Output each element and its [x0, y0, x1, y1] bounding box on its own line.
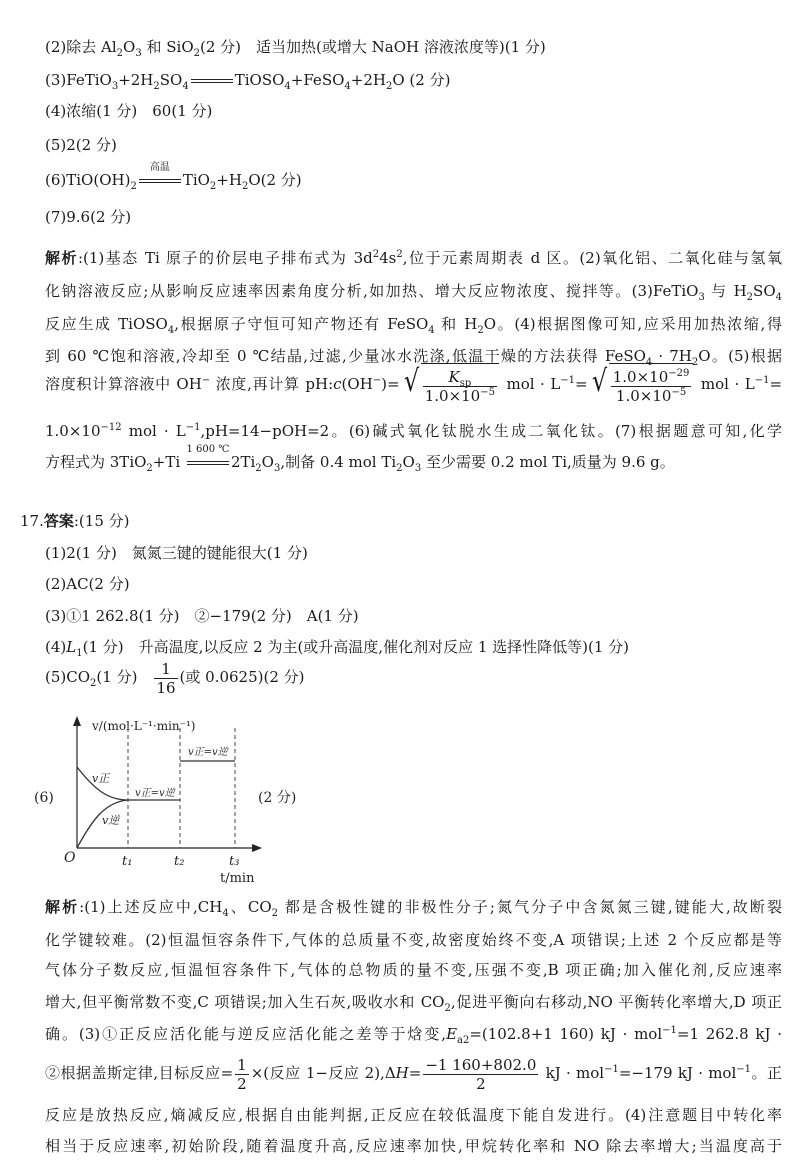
subscript: 4	[182, 81, 189, 92]
text-run: SO	[753, 282, 776, 300]
subscript: 2	[116, 48, 124, 59]
text-line	[45, 896, 782, 918]
text-run: +2H	[118, 71, 154, 89]
text-run: (4)浓缩(1 分) 60(1 分)	[45, 102, 213, 120]
text-line	[45, 1104, 782, 1126]
equal-rate-label-2: v正=v逆	[188, 747, 228, 758]
text-run: 增大,但平衡常数不变,C 项错误;加入生石灰,吸收水和 CO	[45, 993, 445, 1011]
text-run: 1.0×10	[424, 387, 481, 405]
subscript: 2	[130, 181, 137, 192]
text-run: 、CO	[228, 898, 272, 916]
text-run: =1 262.8 kJ ·	[676, 1025, 782, 1043]
reaction-equals-sign	[137, 162, 183, 188]
text-run: (5)CO	[45, 668, 91, 686]
superscript: −1	[604, 1064, 619, 1075]
text-line	[45, 605, 782, 629]
subscript: 2	[746, 292, 754, 302]
denominator	[235, 1075, 249, 1093]
text-line	[45, 162, 782, 193]
text-run: (或 0.0625)(2 分)	[179, 668, 305, 686]
text-run: 2	[237, 1074, 247, 1093]
subscript: 3	[135, 48, 142, 59]
text-run: 溶度积计算溶液中 OH	[45, 375, 202, 393]
text-run: 气体分子数反应,恒温恒容条件下,气体的总物质的量不变,压强不变,B 项正确;加入催化剂,反应速率	[45, 961, 782, 979]
text-run: TiOSO	[234, 71, 285, 89]
text-run: 反应生成 TiOSO	[45, 315, 168, 333]
text-run: 1.0×10	[45, 422, 101, 440]
superscript: −12	[100, 422, 122, 433]
fraction	[423, 1056, 538, 1093]
text-run: :(1)上述反应中,CH	[79, 898, 223, 916]
text-run: 方程式为 3TiO	[45, 453, 147, 471]
text-line	[45, 1023, 782, 1045]
subscript: 2	[396, 463, 403, 474]
text-run: :(15 分)	[73, 512, 130, 530]
text-run: 至少需要 0.2 mol Ti,质量为 9.6 g。	[421, 453, 675, 471]
bold-label: 解析	[45, 898, 80, 916]
text-run: 与 H	[704, 282, 747, 300]
subscript: 3	[111, 81, 119, 92]
text-line	[45, 206, 782, 230]
text-run: (4)	[45, 638, 67, 656]
text-run: 化学键较难。(2)恒温恒容条件下,气体的总质量不变,故密度始终不变,A 项错误;上述 2 个反应都是等	[45, 931, 782, 949]
text-run: 都是含极性键的非极性分子;氮气分子中含氮氮三键,键能大,故断裂	[278, 898, 782, 916]
text-run: O。(5)根据	[698, 347, 782, 365]
text-run: O	[261, 453, 274, 471]
text-run: 2Ti	[230, 453, 256, 471]
text-run: O (2 分)	[392, 71, 451, 89]
text-line	[45, 362, 782, 406]
text-run: +2H	[350, 71, 386, 89]
subscript: 4	[344, 81, 351, 92]
subscript: 2	[241, 181, 249, 192]
subscript: sp	[459, 378, 472, 389]
graph-score: (2 分)	[258, 790, 297, 806]
text-run: O	[123, 38, 136, 56]
text-run: (1 分)	[96, 668, 153, 686]
rate-time-graph	[30, 700, 310, 890]
text-run: 浓度,再计算 pH:	[210, 375, 334, 393]
text-run: ,pH=14−pOH=2。(6)碱式氧化钛脱水生成二氧化钛。(7)根据题意可知,化学	[200, 422, 782, 440]
subscript: 2	[146, 463, 153, 474]
text-run: 反应是放热反应,熵减反应,根据自由能判据,正反应在较低温度下能自发进行。(4)注意题目中转化率	[45, 1106, 782, 1124]
text-run: )=	[381, 375, 400, 393]
text-run: ,位于元素周期表 d 区。(2)氧化铝、二氧化硅与氢氧	[402, 249, 782, 267]
superscript: −1	[736, 1064, 752, 1075]
superscript: −1	[662, 1025, 677, 1036]
text-run: 2	[476, 1074, 486, 1093]
text-run: +Ti	[152, 453, 185, 471]
text-run: 16	[156, 678, 176, 697]
text-line	[45, 420, 782, 442]
text-run: O(2 分)	[248, 171, 302, 189]
text-line	[45, 100, 782, 124]
reaction-condition: 高温	[149, 162, 170, 173]
text-run: 。正	[751, 1064, 782, 1082]
text-run: O	[402, 453, 415, 471]
text-line	[45, 313, 782, 335]
text-run: ,促进平衡向右移动,NO 平衡转化率增大,D 项正	[450, 993, 782, 1011]
v-reverse-label: v逆	[102, 814, 120, 827]
superscript: −5	[671, 387, 687, 398]
y-axis-arrow-icon	[73, 716, 81, 726]
fraction	[423, 368, 497, 405]
bold-label: 解析	[45, 249, 78, 267]
subscript: 4	[775, 292, 782, 302]
double-bar	[191, 79, 233, 83]
numerator	[235, 1056, 249, 1075]
reaction-condition: 1 600 ℃	[186, 444, 230, 455]
text-run: 1	[237, 1055, 247, 1074]
denominator	[154, 679, 177, 697]
x-axis-arrow-icon	[252, 844, 262, 852]
double-bar	[187, 461, 229, 465]
y-axis-label: v/(mol·L⁻¹·min⁻¹)	[92, 719, 196, 733]
equal-rate-label-1: v正=v逆	[135, 788, 175, 799]
fraction	[235, 1056, 249, 1093]
text-run: 1.0×10	[615, 387, 672, 405]
subscript: 2	[691, 357, 699, 367]
text-line	[45, 69, 782, 93]
text-line	[45, 573, 782, 597]
text-run: (2)AC(2 分)	[45, 575, 130, 593]
text-line	[45, 134, 782, 158]
double-bar	[139, 179, 181, 183]
subscript: 3	[273, 463, 281, 474]
text-run: ②根据盖斯定律,目标反应=	[45, 1064, 234, 1082]
text-run: (7)9.6(2 分)	[45, 208, 132, 226]
text-run: =	[408, 1064, 422, 1082]
subscript: a2	[457, 1035, 470, 1045]
subscript: 4	[645, 357, 653, 367]
text-run: :(1)基态 Ti 原子的价层电子排布式为 3d	[77, 249, 373, 267]
text-run: =(102.8+1 160) kJ · mol	[469, 1025, 663, 1043]
text-run: (2 分) 适当加热(或增大 NaOH 溶液浓度等)(1 分)	[200, 38, 546, 56]
subscript: 4	[222, 908, 229, 918]
subscript: 4	[167, 325, 175, 335]
text-run: 4s	[379, 249, 397, 267]
text-run: 和 H	[434, 315, 478, 333]
denominator	[611, 387, 692, 405]
subscript: 3	[698, 292, 705, 302]
text-run: =	[769, 375, 782, 393]
text-line	[45, 36, 782, 60]
superscript: −29	[668, 368, 690, 379]
text-line	[45, 444, 782, 475]
bold-label: 答案	[43, 512, 74, 530]
text-run: 1	[161, 659, 171, 678]
subscript: 2	[444, 1003, 451, 1013]
text-line	[45, 1051, 782, 1095]
fraction	[611, 368, 692, 405]
text-run: −1 160+802.0	[425, 1055, 537, 1074]
text-line	[45, 991, 782, 1013]
superscript: −	[201, 375, 211, 386]
radical-icon: √	[403, 363, 419, 399]
text-run: SO	[159, 71, 183, 89]
text-line	[45, 655, 782, 699]
text-run: 到 60 ℃饱和溶液,冷却至 0 ℃结晶,过滤,少量冰水洗涤,低温干燥的方法获得 FeSO	[45, 347, 646, 365]
square-root	[590, 363, 694, 407]
subscript: 2	[271, 908, 279, 918]
superscript: 2	[396, 249, 403, 260]
text-run: ,制备 0.4 mol Ti	[280, 453, 397, 471]
text-run: 相当于反应速率,初始阶段,随着温度升高,反应速率加快,甲烷转化率和 NO 除去率增大;当温度高于	[45, 1137, 782, 1155]
fraction	[154, 660, 177, 697]
superscript: −1	[560, 375, 576, 386]
text-run: 和 SiO	[141, 38, 194, 56]
text-run: · 7H	[652, 347, 692, 365]
text-run: O。(4)根据图像可知,应采用加热浓缩,得	[483, 315, 782, 333]
subscript: 2	[209, 181, 217, 192]
text-line	[45, 959, 782, 981]
superscript: −1	[754, 375, 770, 386]
italic-symbol: E	[446, 1025, 458, 1043]
text-run: mol · L	[500, 375, 561, 393]
superscript: −	[372, 375, 382, 386]
text-run: (6)TiO(OH)	[45, 171, 131, 189]
text-run: =−179 kJ · mol	[618, 1064, 737, 1082]
text-run: (OH	[341, 375, 373, 393]
text-line	[45, 1135, 782, 1157]
text-run: ,根据原子守恒可知产物还有 FeSO	[174, 315, 429, 333]
subscript: 4	[284, 81, 291, 92]
numerator	[154, 660, 177, 679]
numerator	[423, 368, 497, 387]
denominator	[423, 1075, 538, 1093]
text-run: TiO	[182, 171, 210, 189]
text-run: ×(反应 1−反应 2),Δ	[250, 1064, 396, 1082]
tick-t3: t₃	[229, 854, 240, 869]
graph-item-label: (6)	[34, 790, 54, 806]
tick-t1: t₁	[122, 854, 133, 869]
text-run: mol · L	[121, 422, 186, 440]
text-run: kJ · mol	[540, 1064, 605, 1082]
subscript: 4	[428, 325, 435, 335]
numerator	[423, 1056, 538, 1075]
superscript: −5	[480, 387, 495, 398]
italic-symbol: K	[448, 368, 460, 386]
subscript: 2	[255, 463, 262, 474]
italic-symbol: c	[333, 375, 342, 393]
text-run: (2)除去 Al	[45, 38, 117, 56]
subscript: 2	[90, 678, 97, 689]
text-line	[45, 280, 782, 302]
tick-t2: t₂	[174, 854, 185, 869]
text-run: 17.	[20, 512, 44, 530]
subscript: 2	[385, 81, 393, 92]
text-line	[45, 542, 782, 566]
text-run: 化钠溶液反应;从影响反应速率因素角度分析,如加热、增大反应物浓度、搅拌等。(3)FeTiO	[45, 282, 699, 300]
text-line	[45, 247, 782, 269]
text-line	[45, 929, 782, 951]
square-root	[402, 363, 499, 407]
text-run: (3)FeTiO	[45, 71, 112, 89]
denominator	[423, 387, 497, 405]
italic-symbol: H	[395, 1064, 409, 1082]
text-run: =	[575, 375, 588, 393]
subscript: 2	[153, 81, 160, 92]
superscript: −1	[185, 422, 201, 433]
text-run: (1)2(1 分) 氮氮三键的键能很大(1 分)	[45, 544, 308, 562]
text-run: (1 分) 升高温度,以反应 2 为主(或升高温度,催化剂对反应 1 选择性降低等)(1 分)	[82, 638, 630, 656]
text-run: +FeSO	[290, 71, 345, 89]
subscript: 3	[414, 463, 422, 474]
text-run: 1.0×10	[612, 368, 669, 386]
subscript: 1	[76, 648, 83, 659]
text-line	[20, 510, 757, 534]
italic-symbol: L	[66, 638, 77, 656]
superscript: 2	[372, 249, 380, 260]
v-forward-label: v正	[92, 772, 110, 785]
text-run: +H	[216, 171, 242, 189]
origin-label: O	[64, 850, 76, 866]
text-run: mol · L	[695, 375, 755, 393]
subscript: 2	[477, 325, 484, 335]
reaction-equals-sign	[189, 74, 235, 88]
subscript: 2	[193, 48, 201, 59]
numerator	[611, 368, 692, 387]
text-run: 确。(3)①正反应活化能与逆反应活化能之差等于焓变,	[45, 1025, 447, 1043]
reaction-equals-sign	[185, 444, 231, 470]
radical-icon: √	[591, 363, 607, 399]
x-axis-label: t/min	[220, 871, 255, 886]
text-run: (5)2(2 分)	[45, 136, 117, 154]
text-run: (3)①1 262.8(1 分) ②−179(2 分) A(1 分)	[45, 607, 359, 625]
